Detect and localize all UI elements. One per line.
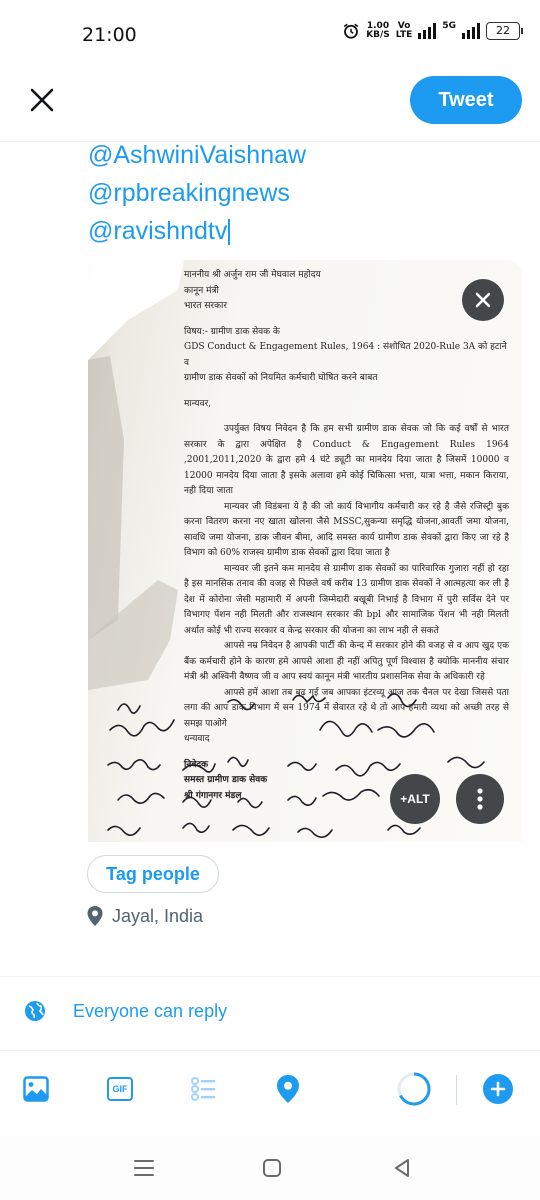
doc-signoff-1: निवेदक	[184, 759, 209, 770]
text-cursor	[228, 219, 230, 245]
add-alt-text-button[interactable]: +ALT	[390, 774, 440, 824]
globe-icon	[24, 1000, 46, 1022]
tweet-button[interactable]: Tweet	[410, 76, 522, 124]
compose-toolbar	[0, 1051, 540, 1133]
network-type: 5G	[442, 21, 456, 31]
doc-subject-line-1: GDS Conduct & Engagement Rules, 1964 : संशोधित 2020-Rule 3A को हटाने व	[184, 342, 507, 368]
mention-3-line	[88, 212, 306, 250]
speed-value: 1.00	[366, 21, 390, 31]
system-nav-bar	[0, 1134, 540, 1200]
gif-icon: GIF	[107, 1077, 133, 1101]
character-counter	[396, 1071, 432, 1107]
reply-setting-label: Everyone can reply	[73, 1000, 228, 1021]
recents-button[interactable]	[130, 1154, 158, 1182]
back-button[interactable]	[388, 1154, 416, 1182]
doc-paragraph-5: आपसे हमें आशा तब बढ़ गई जब आपका इंटरव्यू आज तक चैनल पर देखा जिससे पता लगा की आप डाक विभाग में सन 1974 में सेवारत रहे थे तो आप हमारी व्यथा को अच्छी तरह से समझ पाओगे	[184, 687, 509, 729]
doc-signoff-3: श्री गंगानगर मंडल	[184, 790, 242, 801]
add-gif-button[interactable]	[104, 1073, 136, 1105]
signal-icon-2	[462, 23, 480, 39]
status-bar	[0, 0, 540, 70]
volte-top: Vo	[397, 21, 411, 31]
location-icon	[275, 1074, 301, 1104]
doc-salutation: मान्यवर,	[184, 398, 212, 409]
doc-paragraph-2: मान्यवर जी विडंबना ये है की जो कार्य विभागीय कर्मचारी कर रहे है जैसे रजिस्ट्री बुक करना वितरण करना नए खाता खोलना जैसे MSSC,सुकन्या समृद्धि योजना,आवर्ती जमा योजना, सावधि जमा योजना, डाक जीवन बीमा, आदि समस्त कार्य ग्रामीण डाक सेवकों द्वारा किए जा रहे है विभाग को 60% राजस्व ग्रामीण डाक सेवकों द्वारा दिया जाता है	[184, 501, 509, 558]
doc-subject-line-2: ग्रामीण डाक सेवकों को नियमित कर्मचारी घोषित करने बाबत	[184, 373, 378, 383]
location-tag[interactable]	[86, 905, 203, 927]
doc-paragraph-1: उपर्युक्त विषय निवेदन है कि हम सभी ग्रामीण डाक सेवक जो कि कई वर्षों से भारत सरकार के द्वारा अपेक्षित है Conduct & Engagement Rules 1964 ,2001,2011,2020 के द्वारा हमे 4 घंटे ड्यूटी का मानदेय दिया जाता है जिसमें 10000 व 12000 मानदेय दिया जाता है इसके अलावा हमे कोई चिकित्सा भत्ता, यात्रा भत्ता, मकान किराया, नही दिया जाता	[184, 424, 509, 496]
add-tweet-icon	[483, 1074, 513, 1104]
compose-text[interactable]	[88, 136, 306, 250]
poll-icon	[190, 1075, 218, 1103]
mention-3[interactable]: @ravishndtv	[88, 217, 228, 245]
home-button[interactable]	[258, 1154, 286, 1182]
media-more-button[interactable]	[456, 774, 504, 824]
speed-unit: KB/S	[366, 30, 390, 40]
compose-header	[0, 70, 540, 132]
progress-ring-icon	[396, 1071, 432, 1107]
mention-2[interactable]: @rpbreakingnews	[88, 179, 290, 207]
doc-subject-label: विषय:- ग्रामीण डाक सेवक के	[184, 326, 280, 337]
handwritten-signatures	[88, 690, 522, 842]
reply-setting-button[interactable]	[24, 1000, 227, 1022]
alarm-icon	[342, 22, 360, 40]
add-image-button[interactable]	[20, 1073, 52, 1105]
close-icon	[24, 82, 60, 118]
add-location-button[interactable]	[272, 1073, 304, 1105]
media-attachment[interactable]	[88, 260, 522, 842]
location-label: Jayal, India	[112, 905, 204, 926]
close-button[interactable]	[24, 82, 60, 118]
doc-addressee-2: कानून मंत्री	[184, 285, 219, 296]
battery-icon: 22	[486, 22, 520, 40]
add-poll-button[interactable]	[188, 1073, 220, 1105]
remove-media-button[interactable]	[462, 279, 504, 321]
back-icon	[392, 1158, 412, 1178]
image-icon	[22, 1075, 50, 1103]
network-speed	[366, 22, 390, 40]
volte-bottom: LTE	[395, 30, 413, 40]
more-vertical-icon	[476, 787, 484, 811]
doc-closing: धन्यवाद	[184, 734, 210, 744]
doc-paragraph-3: मान्यवर जी इतने कम मानदेय से ग्रामीण डाक सेवकों का पारिवारिक गुजारा नहीं हो रहा है इस मानसिक तनाव की वजह से पिछले वर्ष करीब 13 ग्रामीण डाक सेवकों ने आत्महत्या कर ली है देश में कोरोना जेसी महामारी में अपनी जिम्मेदारी बखूबी निभाई है विभाग में पुरी सर्विस देने पर विभागए पेंशन नही मिलती और राजस्थान सरकार की bpl और सामाजिक पेंशन भी नही मिलती अर्थात कोई भी राज्य सरकार व केन्द्र सरकार की योजना का लाभ नही ले सकते	[184, 563, 509, 636]
tag-people-button[interactable]: Tag people	[87, 855, 219, 893]
doc-addressee-1: माननीय श्री अर्जुन राम जी मेघवाल महोदय	[184, 270, 321, 280]
mention-1[interactable]: @AshwiniVaishnaw	[88, 141, 307, 169]
recents-icon	[133, 1158, 155, 1178]
doc-paragraph-4: आपसे नम्र निवेदन है आपकी पार्टी की केन्द में सरकार होने की वजह से व आप खुद एक बैंक कर्मचारी होने के कारण हमे आपसे आशा ही नहीं अपितु पूर्ण विश्वास है क्योकि माननीय संचार मंत्री श्री अश्विनी वैष्णव जी व आप स्वयं कानून मंत्री भारतीय प्रशासनिक सेवा के अधिकारी रहे	[184, 641, 509, 682]
volte-indicator	[396, 22, 413, 40]
location-pin-icon	[86, 905, 104, 927]
toolbar-separator	[456, 1075, 457, 1105]
doc-addressee-3: भारत सरकार	[184, 301, 228, 311]
reply-divider	[0, 976, 540, 977]
add-tweet-button[interactable]	[482, 1073, 514, 1105]
status-time: 21:00	[82, 24, 137, 46]
doc-signoff-2: समस्त ग्रामीण डाक सेवक	[184, 775, 268, 785]
close-icon	[473, 290, 493, 310]
status-icons	[342, 22, 520, 40]
signal-icon	[418, 23, 436, 39]
home-icon	[262, 1158, 282, 1178]
